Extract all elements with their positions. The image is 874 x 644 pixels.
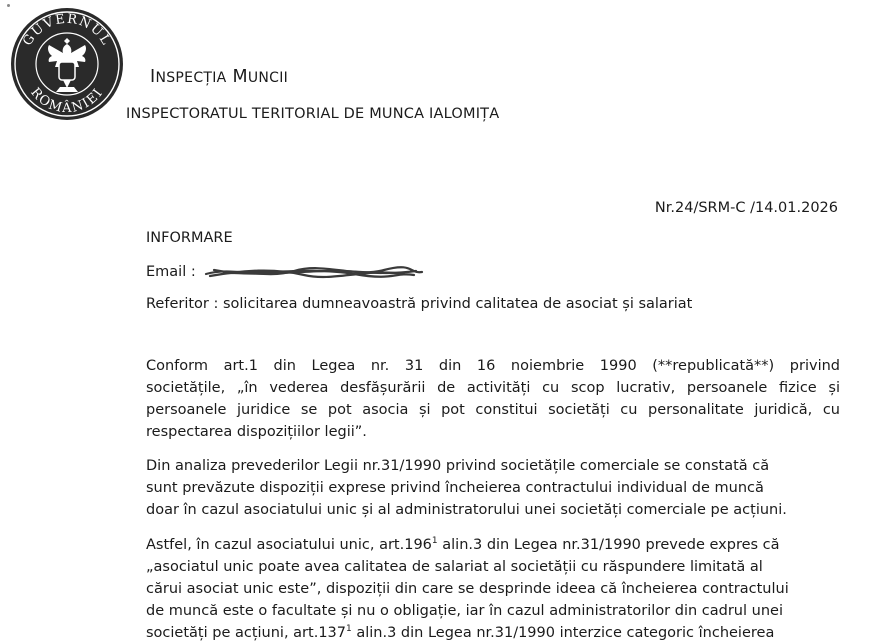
superscript: 1 (431, 536, 438, 547)
paragraph-line (146, 534, 840, 556)
institution-initial-2: M (232, 67, 248, 87)
paragraph-line: cărui asociat unic este”, dispoziții din care se desprinde ideea că încheierea contractului (146, 581, 789, 597)
text-run: Astfel, în cazul asociatului unic, art.196 (146, 537, 432, 553)
sub-institution-name: INSPECTORATUL TERITORIAL DE MUNCA IALOMIȚA (126, 106, 500, 122)
paragraph-line: persoanele juridice se pot asocia și pot constitui societăți cu personalitate juridică, cu (146, 402, 840, 418)
paragraph-line: doar în cazul asociatului unic și al administratorului unei societăți comerciale pe acțiuni. (146, 502, 787, 518)
redaction-scribble-icon (204, 262, 424, 282)
subject-line: Referitor : solicitarea dumneavoastră privind calitatea de asociat și salariat (146, 296, 693, 312)
paragraph-line (146, 622, 840, 644)
romania-government-seal-icon (10, 7, 124, 121)
paragraph-line: „asociatul unic poate avea calitatea de salariat al societății cu răspundere limitată al (146, 559, 763, 575)
paragraph-line: sunt prevăzute dispoziții exprese privind încheierea contractului individual de muncă (146, 480, 764, 496)
email-label: Email : (146, 264, 196, 280)
paragraph-3 (146, 534, 840, 644)
institution-rest-1: NSPECȚIA (155, 70, 227, 86)
institution-rest-2: UNCII (247, 70, 289, 86)
reference-number: Nr.24/SRM-C /14.01.2026 (654, 200, 838, 216)
seal-text-top: GUVERNUL (20, 11, 114, 49)
institution-initial-1: I (150, 67, 156, 87)
paragraph-line: respectarea dispozițiilor legii”. (146, 424, 367, 440)
paragraph-line: de muncă este o facultate și nu o obligație, iar în cazul administratorilor din cadrul unei (146, 603, 783, 619)
text-run: societăți pe acțiuni, art.137 (146, 625, 346, 641)
document-type: INFORMARE (146, 230, 233, 246)
paragraph-line: Conform art.1 din Legea nr. 31 din 16 noiembrie 1990 (**republicată**) privind (146, 358, 840, 374)
email-row (146, 262, 424, 282)
seal-text-bottom: ROMÂNIEI (27, 85, 107, 117)
paragraph-line: societățile, „în vederea desfășurării de activități cu scop lucrativ, persoanele fizice și (146, 380, 840, 396)
paragraph-1 (146, 355, 840, 443)
superscript: 1 (346, 624, 352, 635)
institution-name (150, 67, 288, 87)
paragraph-line: Din analiza prevederilor Legii nr.31/1990 privind societățile comerciale se constată că (146, 458, 770, 474)
paragraph-2 (146, 455, 840, 521)
text-run: alin.3 din Legea nr.31/1990 interzice categoric încheierea (351, 625, 775, 641)
text-run: alin.3 din Legea nr.31/1990 prevede expres că (437, 537, 780, 553)
